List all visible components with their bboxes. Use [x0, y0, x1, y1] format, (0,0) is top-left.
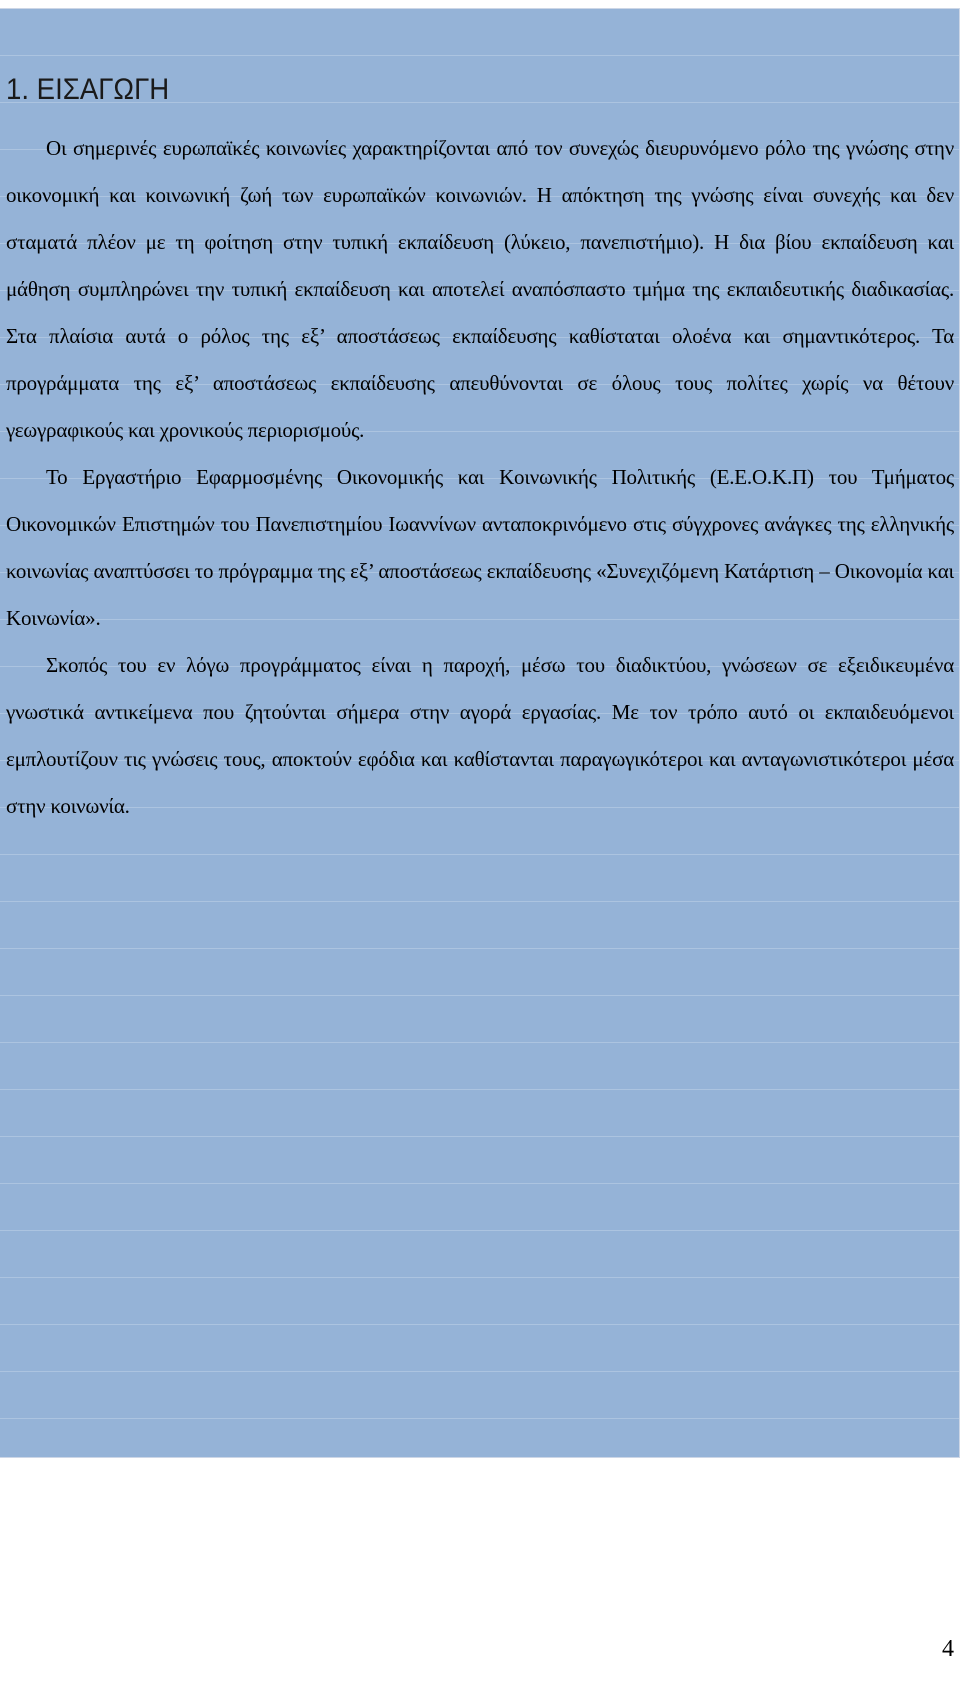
page-number: 4 [942, 1636, 954, 1662]
section-heading: 1. ΕΙΣΑΓΩΓΗ [6, 73, 170, 106]
section-body [6, 125, 954, 830]
paragraph-purpose: Σκοπός του εν λόγω προγράμματος είναι η παροχή, μέσω του διαδικτύου, γνώσεων σε εξειδικευμένα γνωστικά αντικείμενα που ζητούνται σήμερα στην αγορά εργασίας. Με τον τρόπο αυτό οι εκπαιδευόμενοι εμπλουτίζουν τις γνώσεις τους, αποκτούν εφόδια και καθίστανται παραγωγικότεροι και ανταγωνιστικότεροι μέσα στην κοινωνία. [6, 653, 954, 818]
paragraph-intro: Οι σημερινές ευρωπαϊκές κοινωνίες χαρακτηρίζονται από τον συνεχώς διευρυνόμενο ρόλο της γνώσης στην οικονομική και κοινωνική ζωή των ευρωπαϊκών κοινωνιών. Η απόκτηση της γνώσης είναι συνεχής και δεν σταματά πλέον με τη φοίτηση στην τυπική εκπαίδευση (λύκειο, πανεπιστήμιο). Η δια βίου εκπαίδευση και μάθηση συμπληρώνει την τυπική εκπαίδευση και αποτελεί αναπόσπαστο τμήμα της εκπαιδευτικής διαδικασίας. Στα πλαίσια αυτά ο ρόλος της εξ’ αποστάσεως εκπαίδευσης καθίσταται ολοένα και σημαντικότερος. Τα προγράμματα της εξ’ αποστάσεως εκπαίδευσης απευθύνονται σε όλους τους πολίτες χωρίς να θέτουν γεωγραφικούς και χρονικούς περιορισμούς. [6, 136, 954, 442]
paragraph-laboratory: Το Εργαστήριο Εφαρμοσμένης Οικονομικής και Κοινωνικής Πολιτικής (Ε.Ε.Ο.Κ.Π) του Τμήματος Οικονομικών Επιστημών του Πανεπιστημίου Ιωαννίνων ανταποκρινόμενο στις σύγχρονες ανάγκες της ελληνικής κοινωνίας αναπτύσσει το πρόγραμμα της εξ’ αποστάσεως εκπαίδευσης «Συνεχιζόμενη Κατάρτιση – Οικονομία και Κοινωνία». [6, 465, 954, 630]
